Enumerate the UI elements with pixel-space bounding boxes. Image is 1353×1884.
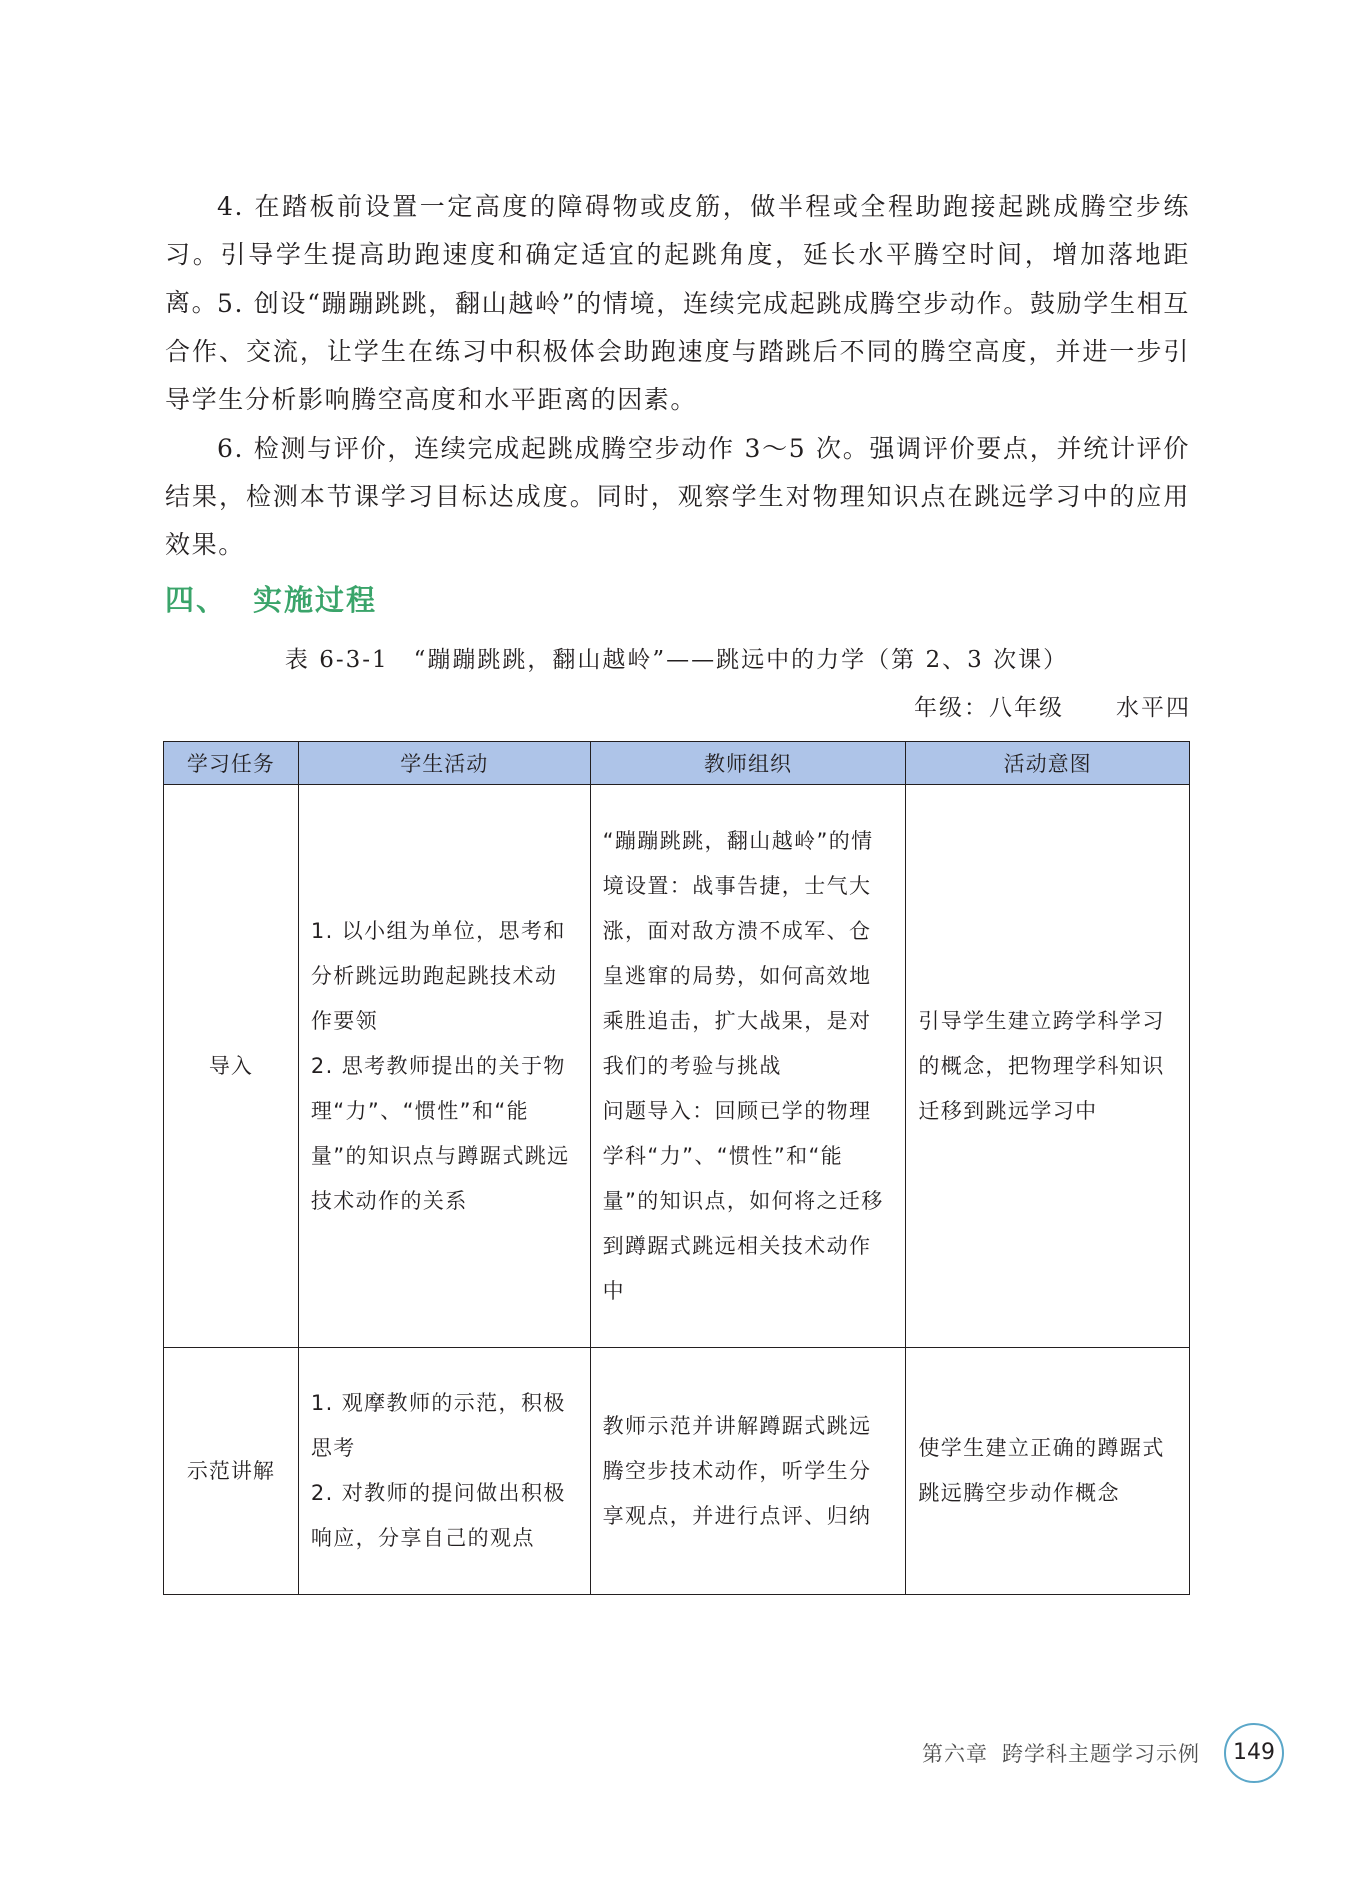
footer-chapter: 第六章 bbox=[922, 1742, 988, 1766]
table-caption: 表 6-3-1 “蹦蹦跳跳，翻山越岭”——跳远中的力学（第 2、3 次课） bbox=[284, 647, 1069, 673]
paragraph-step-5: 5. 创设“蹦蹦跳跳，翻山越岭”的情境，连续完成起跳成腾空步动作。鼓励学生相互合作、交流，让学生在练习中积极体会助跑速度与踏跳后不同的腾空高度，并进一步引导学生分析影响腾空高度和水平距离的因素。 bbox=[165, 289, 1190, 414]
student-activity-item: 1. 观摩教师的示范，积极思考 bbox=[310, 1391, 566, 1460]
activity-intent-cell bbox=[906, 785, 1190, 1348]
teacher-organization-cell bbox=[590, 1348, 906, 1595]
student-activity-item: 2. 思考教师提出的关于物理“力”、“惯性”和“能量”的知识点与蹲踞式跳远技术动作的关系 bbox=[310, 1053, 570, 1213]
header-activity-intent: 活动意图 bbox=[906, 742, 1190, 785]
teacher-organization-cell bbox=[590, 785, 906, 1348]
task-cell: 导入 bbox=[164, 785, 299, 1348]
paragraph-step-6: 6. 检测与评价，连续完成起跳成腾空步动作 3～5 次。强调评价要点，并统计评价结果，检测本节课学习目标达成度。同时，观察学生对物理知识点在跳远学习中的应用效果。 bbox=[165, 434, 1190, 559]
paragraph-step-4: 4. 在踏板前设置一定高度的障碍物或皮筋，做半程或全程助跑接起跳成腾空步练习。引导学生提高助跑速度和确定适宜的起跳角度，延长水平腾空时间，增加落地距离。 bbox=[165, 192, 1190, 317]
grade-label: 年级：八年级 bbox=[914, 695, 1064, 721]
section-number: 四、 bbox=[165, 583, 228, 617]
header-student-activity: 学生活动 bbox=[298, 742, 590, 785]
header-teacher-organization: 教师组织 bbox=[590, 742, 906, 785]
page-footer bbox=[922, 1738, 1200, 1768]
student-activity-cell bbox=[298, 785, 590, 1348]
activity-intent-item: 使学生建立正确的蹲踞式跳远腾空步动作概念 bbox=[918, 1436, 1165, 1505]
activity-intent-cell bbox=[906, 1348, 1190, 1595]
table-row bbox=[164, 785, 1190, 1348]
student-activity-cell bbox=[298, 1348, 590, 1595]
header-task: 学习任务 bbox=[164, 742, 299, 785]
table-row bbox=[164, 1348, 1190, 1595]
task-cell: 示范讲解 bbox=[164, 1348, 299, 1595]
table-header-row bbox=[164, 742, 1190, 785]
section-title: 实施过程 bbox=[253, 583, 378, 617]
activity-intent-item: 引导学生建立跨学科学习的概念，把物理学科知识迁移到跳远学习中 bbox=[918, 1008, 1165, 1123]
teacher-organization-item: 问题导入：回顾已学的物理学科“力”、“惯性”和“能量”的知识点，如何将之迁移到蹲踞式跳远相关技术动作中 bbox=[602, 1098, 884, 1303]
lesson-plan-table bbox=[163, 741, 1190, 1595]
student-activity-item: 1. 以小组为单位，思考和分析跳远助跑起跳技术动作要领 bbox=[310, 918, 566, 1033]
page-number: 149 bbox=[1224, 1723, 1284, 1783]
footer-title: 跨学科主题学习示例 bbox=[1002, 1742, 1200, 1766]
level-label: 水平四 bbox=[1116, 695, 1191, 721]
grade-line bbox=[914, 689, 1191, 722]
section-heading bbox=[165, 578, 377, 619]
teacher-organization-item: 教师示范并讲解蹲踞式跳远腾空步技术动作，听学生分享观点，并进行点评、归纳 bbox=[602, 1413, 872, 1528]
teacher-organization-item: “蹦蹦跳跳，翻山越岭”的情境设置：战事告捷，士气大涨，面对敌方溃不成军、仓皇逃窜的局势，如何高效地乘胜追击，扩大战果，是对我们的考验与挑战 bbox=[602, 828, 874, 1078]
student-activity-item: 2. 对教师的提问做出积极响应，分享自己的观点 bbox=[310, 1481, 566, 1550]
